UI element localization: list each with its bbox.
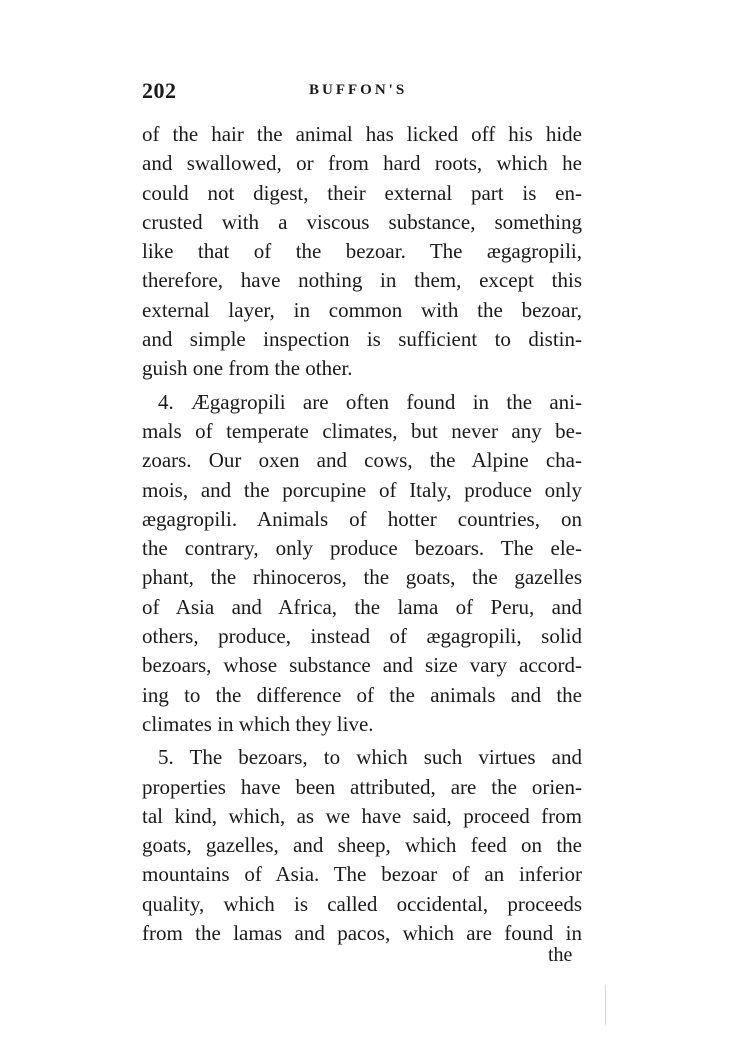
text-line: others, produce, instead of ægagropili, solid xyxy=(142,624,582,649)
text-line: could not digest, their external part is en- xyxy=(142,180,582,205)
running-head: BUFFON'S xyxy=(309,82,408,98)
text-line: guish one from the other. xyxy=(142,356,353,381)
text-line: mois, and the porcupine of Italy, produce only xyxy=(142,477,582,502)
text-line: of the hair the animal has licked off his hide xyxy=(142,122,582,146)
text-line: bezoars, whose substance and size vary accord- xyxy=(142,653,582,678)
text-line: climates in which they live. xyxy=(142,711,374,736)
text-line: therefore, have nothing in them, except this xyxy=(142,268,582,293)
body-text xyxy=(142,120,582,948)
text-line: quality, which is called occidental, proceeds xyxy=(142,891,582,916)
text-line: mountains of Asia. The bezoar of an inferior xyxy=(142,862,582,887)
text-line: the contrary, only produce bezoars. The ele- xyxy=(142,536,582,561)
text-line: goats, gazelles, and sheep, which feed on the xyxy=(142,833,582,858)
text-line: ing to the difference of the animals and the xyxy=(142,682,582,707)
text-line: mals of temperate climates, but never any be- xyxy=(142,418,582,443)
text-line: from the lamas and pacos, which are found in xyxy=(142,921,582,946)
paragraph-4-start: 4. Ægagropili are often found in the ani- xyxy=(158,389,582,414)
text-line: ægagropili. Animals of hotter countries, on xyxy=(142,506,582,531)
text-line: and swallowed, or from hard roots, which he xyxy=(142,151,582,176)
text-line: tal kind, which, as we have said, proceed from xyxy=(142,803,582,828)
page-header xyxy=(142,78,582,108)
text-line: of Asia and Africa, the lama of Peru, and xyxy=(142,594,582,619)
page-number: 202 xyxy=(142,78,177,103)
text-line: phant, the rhinoceros, the goats, the gazelles xyxy=(142,565,582,590)
page-edge-mark xyxy=(605,985,606,1025)
text-line: zoars. Our oxen and cows, the Alpine cha- xyxy=(142,448,582,473)
catchword: the xyxy=(548,944,573,966)
text-line: properties have been attributed, are the orien- xyxy=(142,774,582,799)
text-line: crusted with a viscous substance, something xyxy=(142,209,582,234)
paragraph-5-start: 5. The bezoars, to which such virtues and xyxy=(158,745,582,770)
text-line: like that of the bezoar. The ægagropili, xyxy=(142,239,582,264)
text-line: and simple inspection is sufficient to distin- xyxy=(142,327,582,352)
text-line: external layer, in common with the bezoar, xyxy=(142,297,582,322)
